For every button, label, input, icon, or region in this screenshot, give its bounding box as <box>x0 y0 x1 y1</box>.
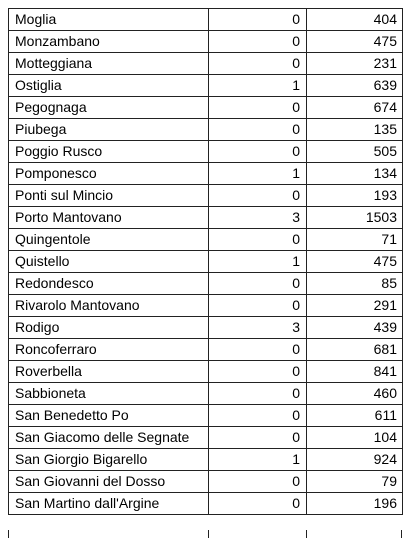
table-row <box>9 163 403 185</box>
total-cell: 439 <box>307 317 403 339</box>
total-cell: 1503 <box>307 207 403 229</box>
total-cell: 475 <box>307 251 403 273</box>
total-cell: 135 <box>307 119 403 141</box>
table-row <box>9 493 403 515</box>
count-cell: 3 <box>209 207 307 229</box>
total-cell: 841 <box>307 361 403 383</box>
total-cell: 196 <box>307 493 403 515</box>
municipality-cell: Sabbioneta <box>9 383 209 405</box>
table-continuation <box>8 530 402 538</box>
municipality-cell: Roncoferraro <box>9 339 209 361</box>
count-cell: 0 <box>209 97 307 119</box>
total-cell: 681 <box>307 339 403 361</box>
table-row <box>9 317 403 339</box>
table-row <box>9 75 403 97</box>
total-cell: 475 <box>307 31 403 53</box>
municipality-table <box>8 8 403 515</box>
count-cell: 1 <box>209 449 307 471</box>
municipality-cell: Poggio Rusco <box>9 141 209 163</box>
total-cell: 79 <box>307 471 403 493</box>
table-row <box>9 9 403 31</box>
count-cell: 0 <box>209 427 307 449</box>
table-row <box>9 229 403 251</box>
table-row <box>9 119 403 141</box>
count-cell: 0 <box>209 9 307 31</box>
municipality-cell: Ponti sul Mincio <box>9 185 209 207</box>
total-cell: 404 <box>307 9 403 31</box>
municipality-cell: Quingentole <box>9 229 209 251</box>
municipality-cell: San Giorgio Bigarello <box>9 449 209 471</box>
table-row <box>9 339 403 361</box>
municipality-cell: Ostiglia <box>9 75 209 97</box>
table-row <box>9 471 403 493</box>
table-row <box>9 405 403 427</box>
municipality-cell: Roverbella <box>9 361 209 383</box>
municipality-cell: Redondesco <box>9 273 209 295</box>
count-cell: 0 <box>209 471 307 493</box>
count-cell: 0 <box>209 361 307 383</box>
table-row <box>9 97 403 119</box>
table-row <box>9 361 403 383</box>
count-cell: 0 <box>209 295 307 317</box>
total-cell: 71 <box>307 229 403 251</box>
municipality-cell: Motteggiana <box>9 53 209 75</box>
count-cell: 0 <box>209 53 307 75</box>
table-row <box>9 53 403 75</box>
municipality-cell: San Giacomo delle Segnate <box>9 427 209 449</box>
table-row <box>9 449 403 471</box>
count-cell: 0 <box>209 273 307 295</box>
table-row <box>9 427 403 449</box>
total-cell: 460 <box>307 383 403 405</box>
count-cell: 0 <box>209 405 307 427</box>
total-cell: 291 <box>307 295 403 317</box>
municipality-cell: Piubega <box>9 119 209 141</box>
total-cell: 674 <box>307 97 403 119</box>
municipality-cell: San Giovanni del Dosso <box>9 471 209 493</box>
total-cell: 505 <box>307 141 403 163</box>
municipality-cell: Rodigo <box>9 317 209 339</box>
table-row <box>9 251 403 273</box>
total-cell: 104 <box>307 427 403 449</box>
municipality-cell: San Benedetto Po <box>9 405 209 427</box>
table-row <box>9 31 403 53</box>
column-divider <box>306 530 307 538</box>
count-cell: 1 <box>209 251 307 273</box>
total-cell: 193 <box>307 185 403 207</box>
table-row <box>9 185 403 207</box>
total-cell: 85 <box>307 273 403 295</box>
municipality-cell: Rivarolo Mantovano <box>9 295 209 317</box>
count-cell: 1 <box>209 75 307 97</box>
count-cell: 3 <box>209 317 307 339</box>
total-cell: 611 <box>307 405 403 427</box>
count-cell: 0 <box>209 141 307 163</box>
municipality-cell: Pegognaga <box>9 97 209 119</box>
count-cell: 0 <box>209 229 307 251</box>
total-cell: 231 <box>307 53 403 75</box>
count-cell: 0 <box>209 185 307 207</box>
table-row <box>9 207 403 229</box>
table-row <box>9 141 403 163</box>
count-cell: 0 <box>209 339 307 361</box>
municipality-cell: Quistello <box>9 251 209 273</box>
count-cell: 0 <box>209 493 307 515</box>
total-cell: 639 <box>307 75 403 97</box>
count-cell: 0 <box>209 119 307 141</box>
count-cell: 1 <box>209 163 307 185</box>
municipality-cell: Porto Mantovano <box>9 207 209 229</box>
table-body <box>9 9 403 515</box>
table-row <box>9 383 403 405</box>
total-cell: 134 <box>307 163 403 185</box>
count-cell: 0 <box>209 383 307 405</box>
municipality-cell: San Martino dall'Argine <box>9 493 209 515</box>
column-divider <box>208 530 209 538</box>
municipality-cell: Monzambano <box>9 31 209 53</box>
count-cell: 0 <box>209 31 307 53</box>
total-cell: 924 <box>307 449 403 471</box>
table-row <box>9 273 403 295</box>
municipality-cell: Moglia <box>9 9 209 31</box>
table-row <box>9 295 403 317</box>
municipality-cell: Pomponesco <box>9 163 209 185</box>
